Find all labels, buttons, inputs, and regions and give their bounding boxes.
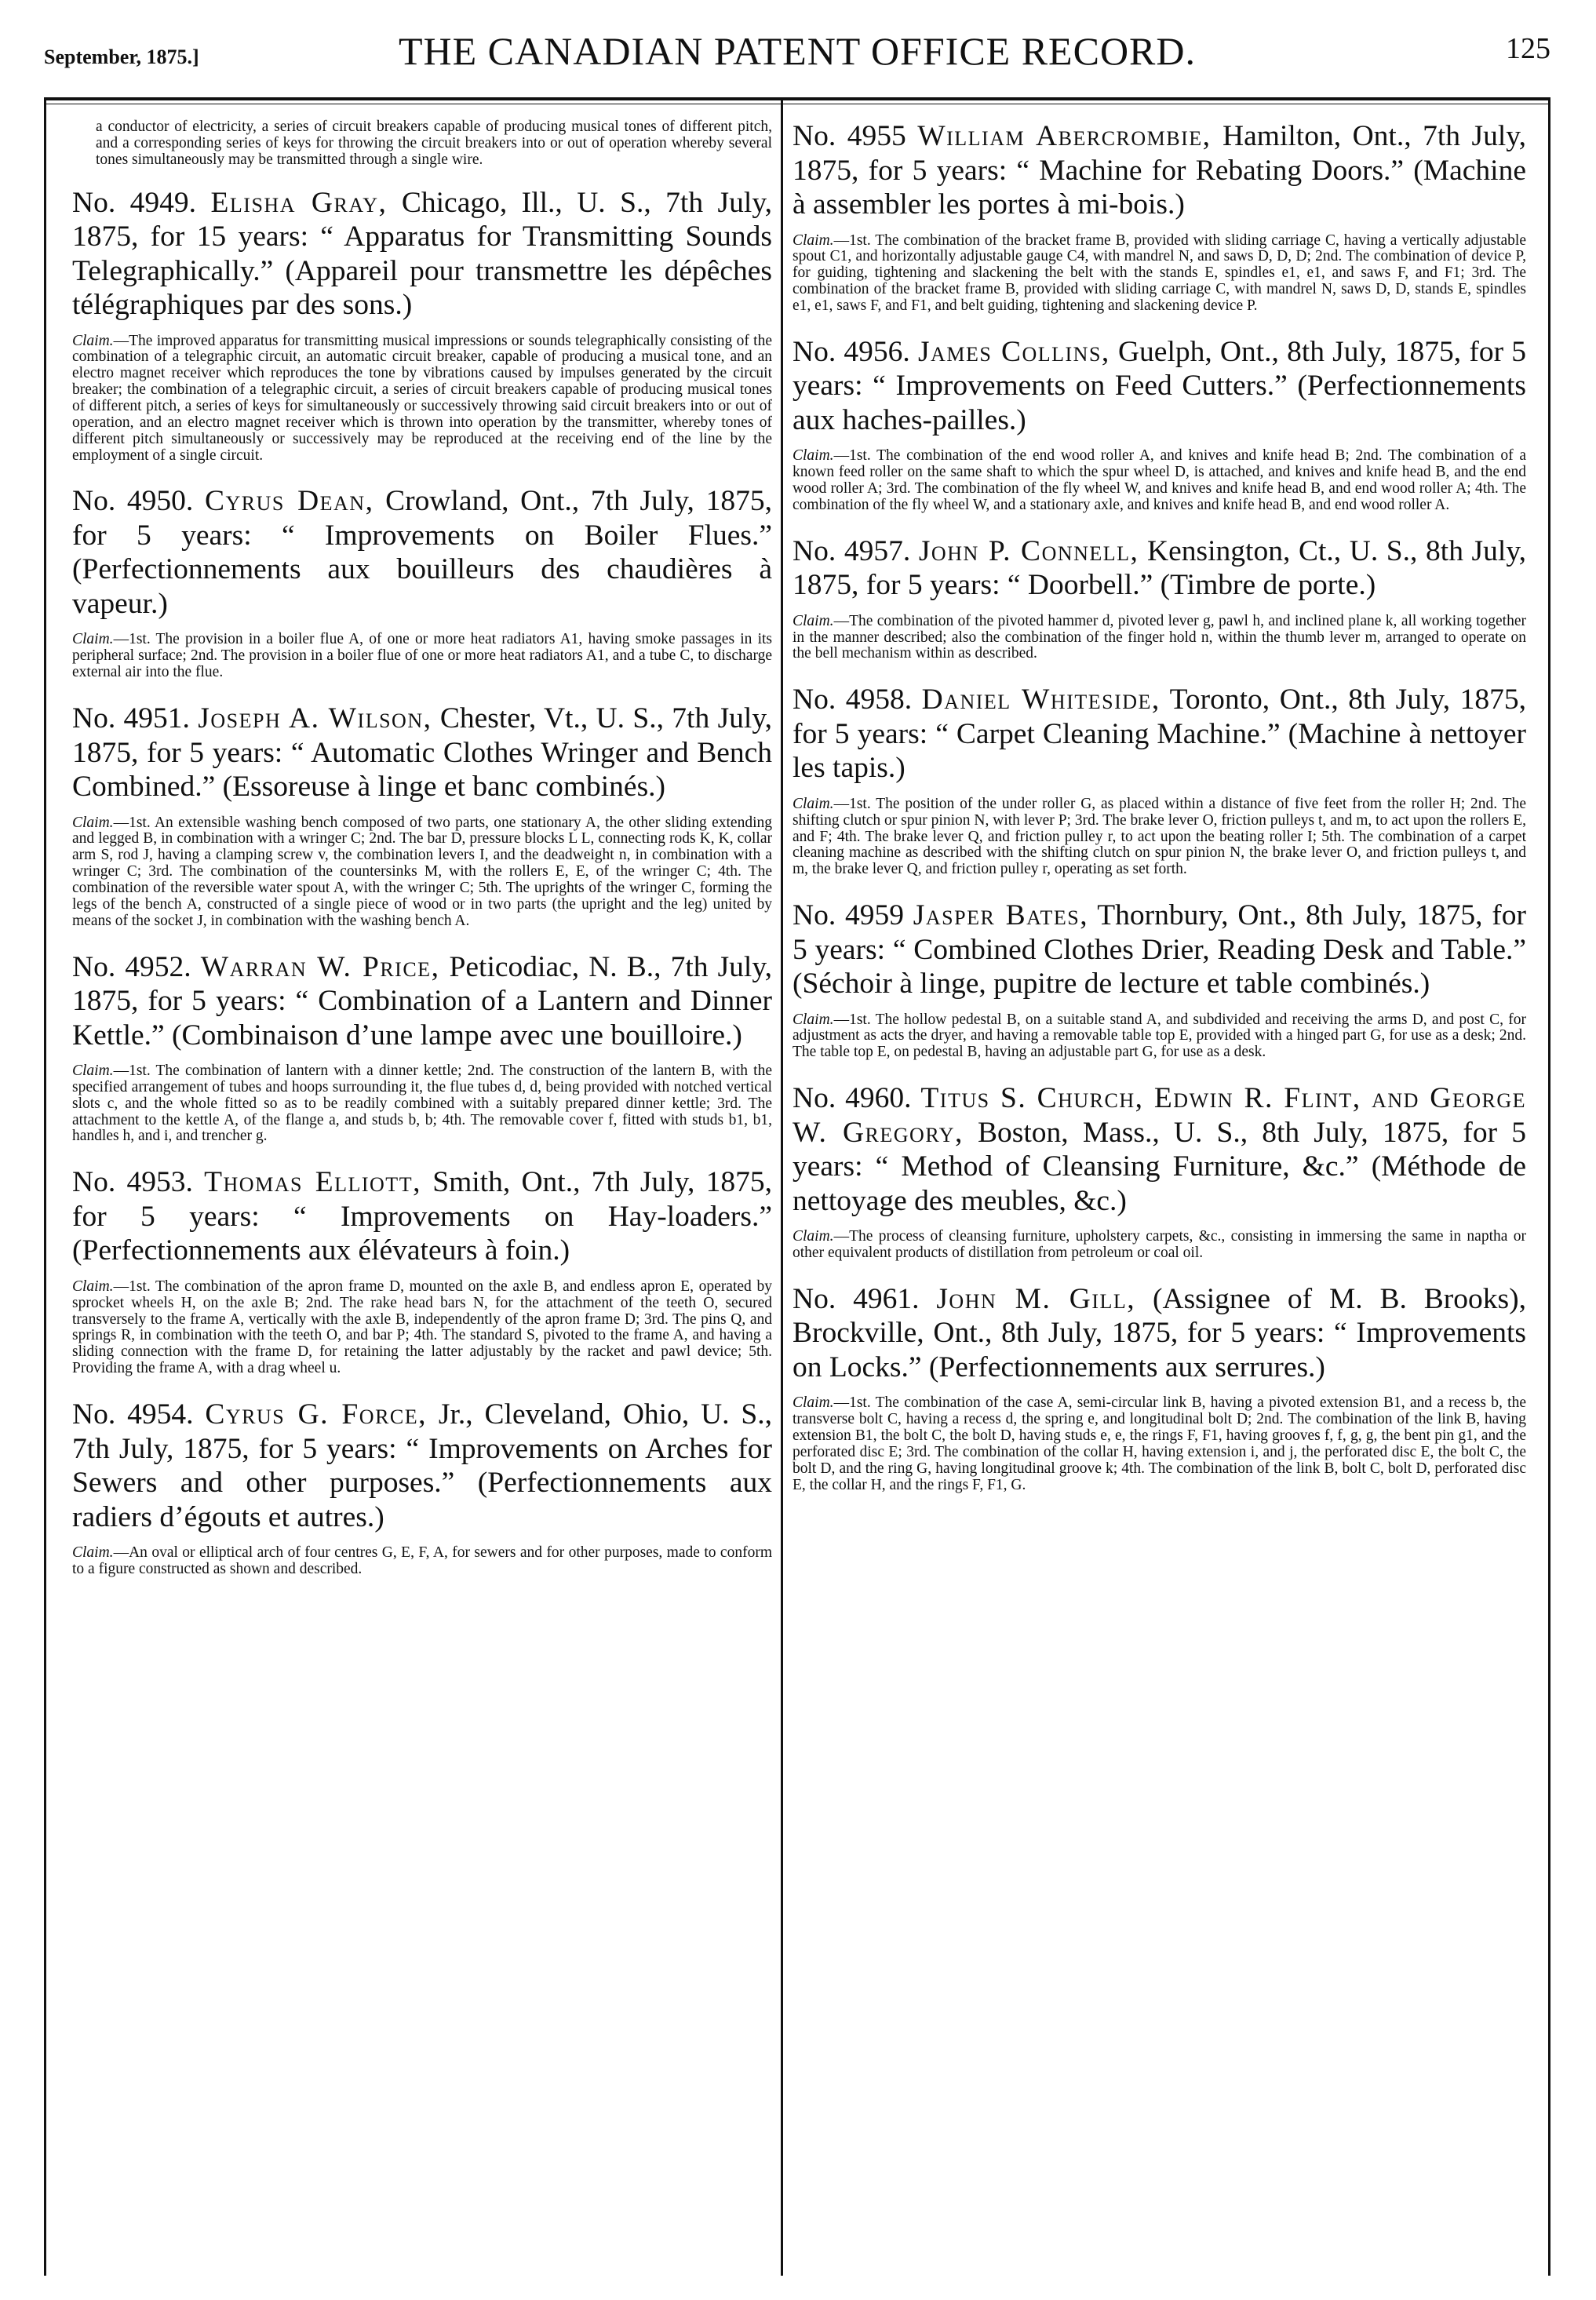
patent-details: Chester, Vt., U. S., 7th July, 1875, for 5 years: “ Automatic Clothes Wringer and Bench Combined.” (Essoreuse à linge et banc combinés.) — [72, 702, 772, 804]
claim-text — [72, 334, 772, 465]
patent-number: No. 4961. — [793, 1282, 920, 1315]
claim-text — [72, 815, 772, 930]
claim-label: Claim. — [72, 1278, 114, 1295]
claim-body: —1st. The combination of the end wood roller A, and knives and knife head B; 2nd. The combination of a known feed roller on the same shaft to which the spur wheel D, is attached, and knives and knife head B, and the end wood roller A; 3rd. The combination of the fly wheel W, and knives and knife head B, and end wood roller A; 4th. The combination of the fly wheel W, and a stationary axle, and knives and knife head B, and end wood roller A. — [793, 447, 1526, 513]
claim-text — [793, 1395, 1526, 1493]
entry-heading — [793, 1282, 1526, 1385]
left-column — [72, 119, 772, 2269]
page-number: 125 — [1506, 32, 1550, 65]
claim-body: —1st. The position of the under roller G, as placed within a distance of five feet from the roller H; 2nd. The shifting clutch or spur pinion N, with lever P; 3rd. The brake lever O, friction pulleys t, and m, to act upon the rollers E, and F; 4th. The brake lever Q, and friction pulley r, to act upon the beating roller I; 5th. The combination of a carpet cleaning machine as described with the shifting clutch on spur pinion N, the brake lever O, and friction pulleys t, and m, the brake lever Q, and friction pulley r, operating as set forth. — [793, 795, 1526, 878]
patentee-name: Jasper Bates, — [913, 899, 1089, 932]
patent-number: No. 4959 — [793, 899, 904, 932]
right-column — [793, 119, 1526, 2269]
claim-text — [793, 233, 1526, 315]
claim-label: Claim. — [793, 1394, 834, 1412]
patent-number: No. 4954. — [72, 1398, 194, 1431]
issue-date: September, 1875.] — [44, 46, 199, 68]
patent-entry-4954 — [72, 1398, 772, 1578]
center-column-rule — [781, 97, 783, 2276]
claim-text — [72, 1545, 772, 1578]
left-border-rule — [44, 97, 46, 2276]
claim-label: Claim. — [72, 1544, 114, 1561]
claim-body: —The improved apparatus for transmitting musical impressions or sounds telegraphically consisting of the combination of a telegraphic circuit, an automatic circuit breaker, capable of producing a musical tone, and an electro magnet receiver which reproduces the tone by vibrations caused by impulses generated by the circuit breaker; the combination of a telegraphic circuit, a series of circuit breakers capable of producing musical tones of different pitch, a series of keys for simultaneously or successively throwing said circuit breakers into or out of operation, and an electro magnet receiver which is thrown into operation by the transmitter, whereby tones of different pitch simultaneously or successively may be reproduced at the receiving end of the line by the employment of a single circuit. — [72, 332, 772, 464]
patentee-name: William Abercrombie, — [917, 120, 1212, 152]
entry-heading — [72, 484, 772, 621]
entry-heading — [793, 534, 1526, 603]
claim-text — [793, 1012, 1526, 1062]
patentee-name: Joseph A. Wilson, — [198, 702, 432, 735]
patent-number: No. 4949. — [72, 186, 197, 219]
patentee-name: James Collins, — [917, 335, 1110, 368]
patent-entry-4958 — [793, 683, 1526, 878]
entry-heading — [793, 683, 1526, 785]
patent-entry-4952 — [72, 950, 772, 1146]
page-header — [44, 28, 1550, 83]
patent-number: No. 4956. — [793, 335, 910, 368]
claim-label: Claim. — [793, 1228, 834, 1245]
claim-label: Claim. — [793, 231, 834, 249]
entry-heading — [72, 1165, 772, 1268]
patentee-name: Cyrus G. Force, — [205, 1398, 428, 1431]
patent-entry-4957 — [793, 534, 1526, 663]
patentee-name: Titus S. Church, Edwin R. Flint, and George W. Gregory, — [793, 1082, 1526, 1149]
claim-text — [72, 1279, 772, 1377]
claim-text — [72, 1063, 772, 1145]
patentee-name: Cyrus Dean, — [205, 485, 374, 518]
patentee-name: Elisha Gray, — [210, 186, 388, 219]
claim-body: —1st. The combination of the case A, semi-circular link B, having a pivoted extension B1, and a recess b, the transverse bolt C, having a recess d, the spring e, and longitudinal bolt D; 2nd. The combination of the link B, having extension B1, the bolt C, the bolt D, having studs e, e, the rings F, F1, having grooves f, f, g, g, the bent pin g1, and the perforated disc E; 3rd. The combination of the collar H, having extension i, and j, the perforated disc E, the bolt C, the bolt D, and the ring G, having longitudinal groove k; 4th. The combination of the link B, bolt C, bolt D, perforated disc E, the collar H, and the rings F, F1, G. — [793, 1394, 1526, 1493]
patent-number: No. 4952. — [72, 950, 191, 983]
patent-details: Thornbury, Ont., 8th July, 1875, for 5 years: “ Combined Clothes Drier, Reading Desk and Table.” (Séchoir à linge, pupitre de lecture et table combinés.) — [793, 899, 1526, 1001]
patent-details: Crowland, Ont., 7th July, 1875, for 5 years: “ Improvements on Boiler Flues.” (Perfectionnements aux bouilleurs des chaudières à vapeur.) — [72, 485, 772, 620]
entry-heading — [72, 186, 772, 323]
claim-text — [793, 448, 1526, 513]
patentee-name: Warran W. Price, — [200, 950, 440, 983]
claim-text — [793, 796, 1526, 878]
patent-details: Smith, Ont., 7th July, 1875, for 5 years: “ Improvements on Hay-loaders.” (Perfectionnements aux élévateurs à foin.) — [72, 1166, 772, 1267]
claim-label: Claim. — [793, 612, 834, 629]
patent-entry-4956 — [793, 335, 1526, 514]
publication-title: THE CANADIAN PATENT OFFICE RECORD. — [398, 29, 1197, 73]
patent-details: Chicago, Ill., U. S., 7th July, 1875, for 15 years: “ Apparatus for Transmitting Sounds Telegraphically.” (Appareil pour transmettre les dépêches télégraphiques par des sons.) — [72, 186, 772, 322]
patent-details: Hamilton, Ont., 7th July, 1875, for 5 years: “ Machine for Rebating Doors.” (Machine à assembler les portes à mi-bois.) — [793, 120, 1526, 221]
patent-details: (Assignee of M. B. Brooks), Brockville, Ont., 8th July, 1875, for 5 years: “ Improvements on Locks.” (Perfectionnements aux serrures.) — [793, 1282, 1526, 1383]
patent-details: Guelph, Ont., 8th July, 1875, for 5 years: “ Improvements on Feed Cutters.” (Perfectionnements aux haches-pailles.) — [793, 335, 1526, 436]
patent-number: No. 4953. — [72, 1166, 193, 1199]
entry-heading — [793, 1081, 1526, 1218]
patent-details: Toronto, Ont., 8th July, 1875, for 5 years: “ Carpet Cleaning Machine.” (Machine à nettoyer les tapis.) — [793, 683, 1526, 785]
continued-claim-text: a conductor of electricity, a series of circuit breakers capable of producing musical tones of different pitch, and a corresponding series of keys for throwing the circuit breakers into or out of operation whereby several tones simultaneously may be transmitted through a single wire. — [96, 119, 772, 168]
claim-body: —1st. The combination of the apron frame D, mounted on the axle B, and endless apron E, operated by sprocket wheels H, on the axle B; 2nd. The rake head bars N, for the attachment of the teeth O, secured transversely to the frame A, vertically with the axle B, independently of the apron frame D; 3rd. The pins Q, and springs R, in combination with the teeth O, and bar P; 4th. The standard S, pivoted to the frame A, and having a sliding connection with the frame D, for retaining the latter adjustably by the racket and pawl device; 5th. Providing the frame A, with a drag wheel u. — [72, 1278, 772, 1377]
claim-label: Claim. — [793, 1011, 834, 1028]
entry-heading — [793, 119, 1526, 222]
patent-entry-4951 — [72, 702, 772, 930]
patentee-name: John P. Connell, — [918, 534, 1139, 567]
claim-text — [793, 614, 1526, 663]
patentee-name: John M. Gill, — [936, 1282, 1136, 1315]
patent-number: No. 4950. — [72, 485, 194, 518]
claim-body: —1st. The combination of lantern with a dinner kettle; 2nd. The construction of the lantern B, with the specified arrangement of tubes and hoops surrounding it, the flue tubes d, d, being provided with notched vertical slots c, and the whole fitted so as to be readily combined with a suitably prepared dinner kettle; 3rd. The attachment to the kettle A, of the flange a, and studs b, b; 4th. The removable cover f, fitted with studs b1, b1, handles h, and i, and trencher g. — [72, 1063, 772, 1145]
patent-number: No. 4951. — [72, 702, 190, 735]
claim-text — [72, 632, 772, 681]
claim-body: —The process of cleansing furniture, upholstery carpets, &c., consisting in immersing the same in naptha or other equivalent products of distillation from petroleum or coal oil. — [793, 1228, 1526, 1262]
claim-body: —1st. The hollow pedestal B, on a suitable stand A, and subdivided and receiving the arms D, and post C, for adjustment as acts the dryer, and having a removable table top E, provided with a hinged part G, for use as a desk; 2nd. The table top E, on pedestal B, having an adjustable part G, for use as a desk. — [793, 1011, 1526, 1061]
patent-details: Kensington, Ct., U. S., 8th July, 1875, for 5 years: “ Doorbell.” (Timbre de porte.) — [793, 534, 1526, 602]
claim-label: Claim. — [793, 795, 834, 812]
patent-entry-4950 — [72, 484, 772, 681]
claim-body: —An oval or elliptical arch of four centres G, E, F, A, for sewers and for other purposes, made to conform to a figure constructed as shown and described. — [72, 1544, 772, 1577]
patentee-name: Thomas Elliott, — [204, 1166, 421, 1199]
patent-entry-4961 — [793, 1282, 1526, 1494]
patent-entry-4960 — [793, 1081, 1526, 1262]
claim-label: Claim. — [793, 447, 834, 465]
claim-body: —1st. The combination of the bracket frame B, provided with sliding carriage C, having a vertically adjustable spout C1, and horizontally adjustable gauge C4, with mandrel N, and saws D, D, D; 2nd. The combination of device P, for guiding, tightening and slackening the belt with the stands E, spindles e1, e1, and saws F, and F1; 3rd. The combination of the bracket frame B, provided with sliding carriage C, with mandrel N, saws D, D, stands E, spindles e1, e1, saws F, and F1, and belt guiding, tightening and slackening device P. — [793, 231, 1526, 314]
entry-heading — [72, 702, 772, 804]
patent-details: Peticodiac, N. B., 7th July, 1875, for 5 years: “ Combination of a Lantern and Dinner Kettle.” (Combinaison d’une lampe avec une bouilloire.) — [72, 950, 772, 1052]
patent-number: No. 4960. — [793, 1082, 912, 1115]
patent-number: No. 4958. — [793, 683, 913, 716]
entry-heading — [793, 898, 1526, 1001]
top-border-rule — [44, 97, 1550, 100]
claim-label: Claim. — [72, 332, 114, 349]
patent-number: No. 4957. — [793, 534, 911, 567]
patent-details: Boston, Mass., U. S., 8th July, 1875, for 5 years: “ Method of Cleansing Furniture, &c.” (Méthode de nettoyage des meubles, &c.) — [793, 1116, 1526, 1217]
claim-text — [793, 1229, 1526, 1262]
claim-body: —1st. An extensible washing bench composed of two parts, one stationary A, the other sliding extending and legged B, in combination with a wringer C; 2nd. The bar D, pressure blocks L L, connecting rods K, K, collar arm S, rod J, having a clamping screw v, the combination levers I, and the deadweight n, in combination with a wringer C; 3rd. The combination of the countersinks M, with the rollers E, E, of the wringer C; 4th. The combination of the reversible water spout A, with the wringer C; 5th. The uprights of the wringer C, forming the legs of the bench A, constructed of a single piece of wood or in two parts (the upright and the leg) united by means of the socket J, in combination with the washing bench A. — [72, 814, 772, 929]
claim-label: Claim. — [72, 631, 114, 648]
claim-label: Claim. — [72, 1063, 114, 1080]
patent-entry-4959 — [793, 898, 1526, 1061]
patent-entry-4949 — [72, 186, 772, 465]
claim-label: Claim. — [72, 814, 114, 831]
patentee-name: Daniel Whiteside, — [921, 683, 1161, 716]
entry-heading — [72, 950, 772, 1053]
patent-details: Jr., Cleveland, Ohio, U. S., 7th July, 1875, for 5 years: “ Improvements on Arches for Sewers and other purposes.” (Perfectionnements aux radiers d’égouts et autres.) — [72, 1398, 772, 1533]
entry-heading — [793, 335, 1526, 438]
patent-entry-4955 — [793, 119, 1526, 315]
claim-body: —The combination of the pivoted hammer d, pivoted lever g, pawl h, and inclined plane k, all working together in the manner described; also the combination of the finger hold n, within the thumb lever m, arranged to operate on the bell mechanism within as described. — [793, 612, 1526, 662]
claim-body: —1st. The provision in a boiler flue A, of one or more heat radiators A1, having smoke passages in its peripheral surface; 2nd. The provision in a boiler flue of one or more heat radiators A1, and a tube C, to discharge external air into the flue. — [72, 631, 772, 681]
patent-number: No. 4955 — [793, 120, 906, 152]
entry-heading — [72, 1398, 772, 1534]
right-border-rule — [1548, 97, 1550, 2276]
patent-entry-4953 — [72, 1165, 772, 1377]
